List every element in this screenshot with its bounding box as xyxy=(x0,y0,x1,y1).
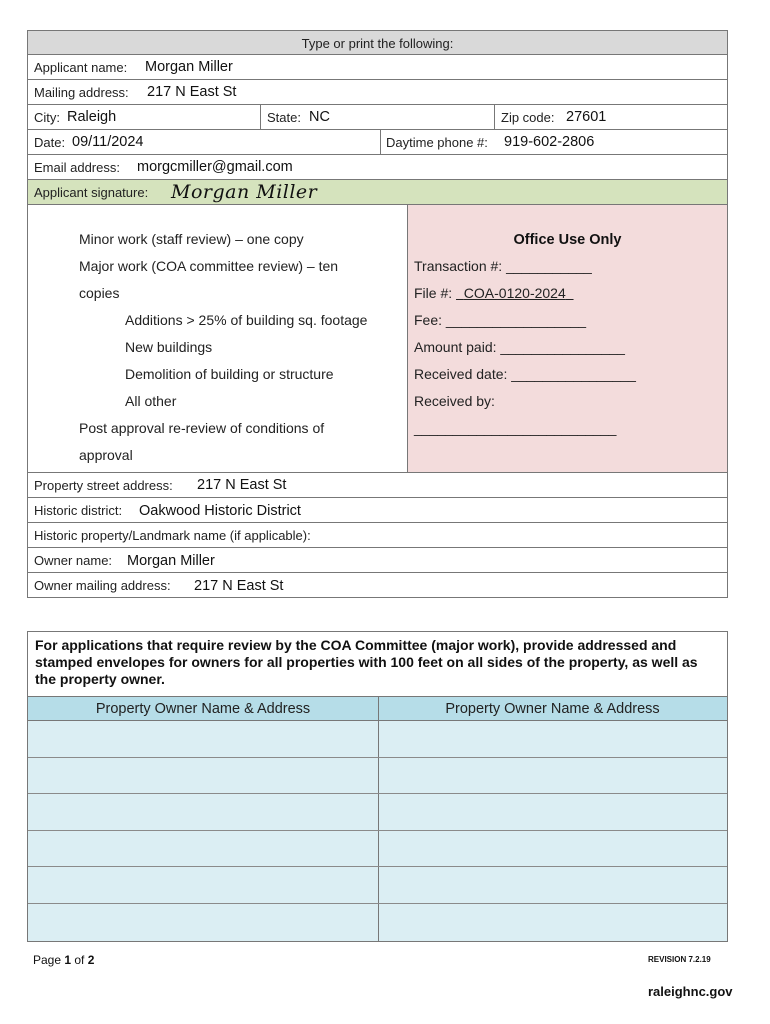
revision-label: REVISION 7.2.19 xyxy=(648,955,711,964)
owner-name-label: Owner name: xyxy=(34,553,113,568)
zip-field[interactable]: 27601 xyxy=(566,109,607,125)
option-all-other[interactable]: All other xyxy=(125,393,177,409)
envelope-instructions: For applications that require review by the COA Committee (major work), provide addressed and stamped envelopes for owners for all properties with 100 feet on all sides of the property, as well as the property owner. xyxy=(35,637,698,687)
option-major-work[interactable]: Major work (COA committee review) – ten xyxy=(79,258,339,274)
signature-field[interactable]: Morgan Miller xyxy=(171,181,318,203)
owner-cell[interactable] xyxy=(379,721,727,757)
landmark-label: Historic property/Landmark name (if applicable): xyxy=(34,528,311,543)
owner-cell[interactable] xyxy=(379,758,727,794)
option-post-approval-continued: approval xyxy=(79,447,133,463)
owner-name-field[interactable]: Morgan Miller xyxy=(127,553,215,569)
divider xyxy=(380,130,381,154)
divider xyxy=(494,105,495,129)
applicant-name-label: Applicant name: xyxy=(34,60,128,75)
email-field[interactable]: morgcmiller@gmail.com xyxy=(137,159,293,175)
signature-label: Applicant signature: xyxy=(34,185,149,200)
option-major-work-continued: copies xyxy=(79,285,120,301)
owner-cell[interactable] xyxy=(28,867,378,903)
application-form xyxy=(27,30,728,598)
owner-cell[interactable] xyxy=(28,831,378,867)
option-minor-work[interactable]: Minor work (staff review) – one copy xyxy=(79,231,304,247)
divider xyxy=(260,105,261,129)
table-row xyxy=(28,721,727,758)
city-label: City: xyxy=(34,110,60,125)
owner-table-col1-header: Property Owner Name & Address xyxy=(95,701,311,717)
table-row xyxy=(28,794,727,831)
option-demolition[interactable]: Demolition of building or structure xyxy=(125,366,334,382)
amount-paid-field: Amount paid: ________________ xyxy=(414,339,625,355)
date-label: Date: xyxy=(34,135,66,150)
fee-field: Fee: __________________ xyxy=(414,312,587,328)
phone-field[interactable]: 919-602-2806 xyxy=(504,134,595,150)
form-header-row xyxy=(27,30,728,55)
received-by-line: __________________________ xyxy=(414,420,617,436)
file-number-value: COA-0120-2024 xyxy=(463,285,566,301)
received-date-field: Received date: ________________ xyxy=(414,366,636,382)
table-row xyxy=(28,831,727,868)
table-row xyxy=(28,758,727,795)
page-number: Page 1 of 2 xyxy=(33,953,95,967)
city-field[interactable]: Raleigh xyxy=(67,109,117,125)
owner-cell[interactable] xyxy=(379,867,727,903)
owner-mailing-row xyxy=(27,573,728,598)
date-field[interactable]: 09/11/2024 xyxy=(72,134,144,150)
applicant-name-row xyxy=(27,55,728,80)
owner-cell[interactable] xyxy=(28,904,378,941)
property-street-row xyxy=(27,473,728,498)
date-phone-row xyxy=(27,130,728,155)
historic-district-row xyxy=(27,498,728,523)
phone-label: Daytime phone #: xyxy=(386,135,488,150)
option-post-approval[interactable]: Post approval re-review of conditions of xyxy=(79,420,325,436)
city-state-zip-row xyxy=(27,105,728,130)
historic-district-field[interactable]: Oakwood Historic District xyxy=(139,503,301,519)
email-row xyxy=(27,155,728,180)
owner-cell[interactable] xyxy=(379,904,727,941)
file-number-field xyxy=(414,285,574,301)
owner-name-row xyxy=(27,548,728,573)
historic-district-label: Historic district: xyxy=(34,503,123,518)
mailing-address-field[interactable]: 217 N East St xyxy=(147,84,237,100)
signature-row xyxy=(27,180,728,205)
review-section xyxy=(27,205,728,473)
mailing-address-label: Mailing address: xyxy=(34,85,129,100)
property-street-field[interactable]: 217 N East St xyxy=(197,477,287,493)
owner-table-body xyxy=(28,721,727,941)
owner-cell[interactable] xyxy=(379,831,727,867)
owner-table-header xyxy=(28,696,727,721)
office-use-panel xyxy=(407,205,727,472)
office-use-title: Office Use Only xyxy=(513,232,622,248)
received-by-label: Received by: xyxy=(414,393,495,409)
zip-label: Zip code: xyxy=(501,110,555,125)
form-instruction: Type or print the following: xyxy=(301,36,454,51)
owner-cell[interactable] xyxy=(28,794,378,830)
owner-cell[interactable] xyxy=(28,758,378,794)
transaction-field: Transaction #: ___________ xyxy=(414,258,592,274)
owner-cell[interactable] xyxy=(28,721,378,757)
mailing-address-row xyxy=(27,80,728,105)
owner-mailing-field[interactable]: 217 N East St xyxy=(194,578,284,594)
file-number-label: File #: xyxy=(414,285,457,301)
envelope-section xyxy=(27,631,728,942)
website-label: raleighnc.gov xyxy=(648,984,733,999)
table-row xyxy=(28,904,727,941)
property-street-label: Property street address: xyxy=(34,478,173,493)
option-additions[interactable]: Additions > 25% of building sq. footage xyxy=(125,312,368,328)
owner-table-col2-header: Property Owner Name & Address xyxy=(445,701,660,717)
state-field[interactable]: NC xyxy=(309,109,330,125)
option-new-buildings[interactable]: New buildings xyxy=(125,339,213,355)
applicant-name-field[interactable]: Morgan Miller xyxy=(145,59,233,75)
state-label: State: xyxy=(267,110,301,125)
table-row xyxy=(28,867,727,904)
owner-mailing-label: Owner mailing address: xyxy=(34,578,171,593)
owner-cell[interactable] xyxy=(379,794,727,830)
review-options xyxy=(28,205,407,472)
email-label: Email address: xyxy=(34,160,120,175)
landmark-row xyxy=(27,523,728,548)
